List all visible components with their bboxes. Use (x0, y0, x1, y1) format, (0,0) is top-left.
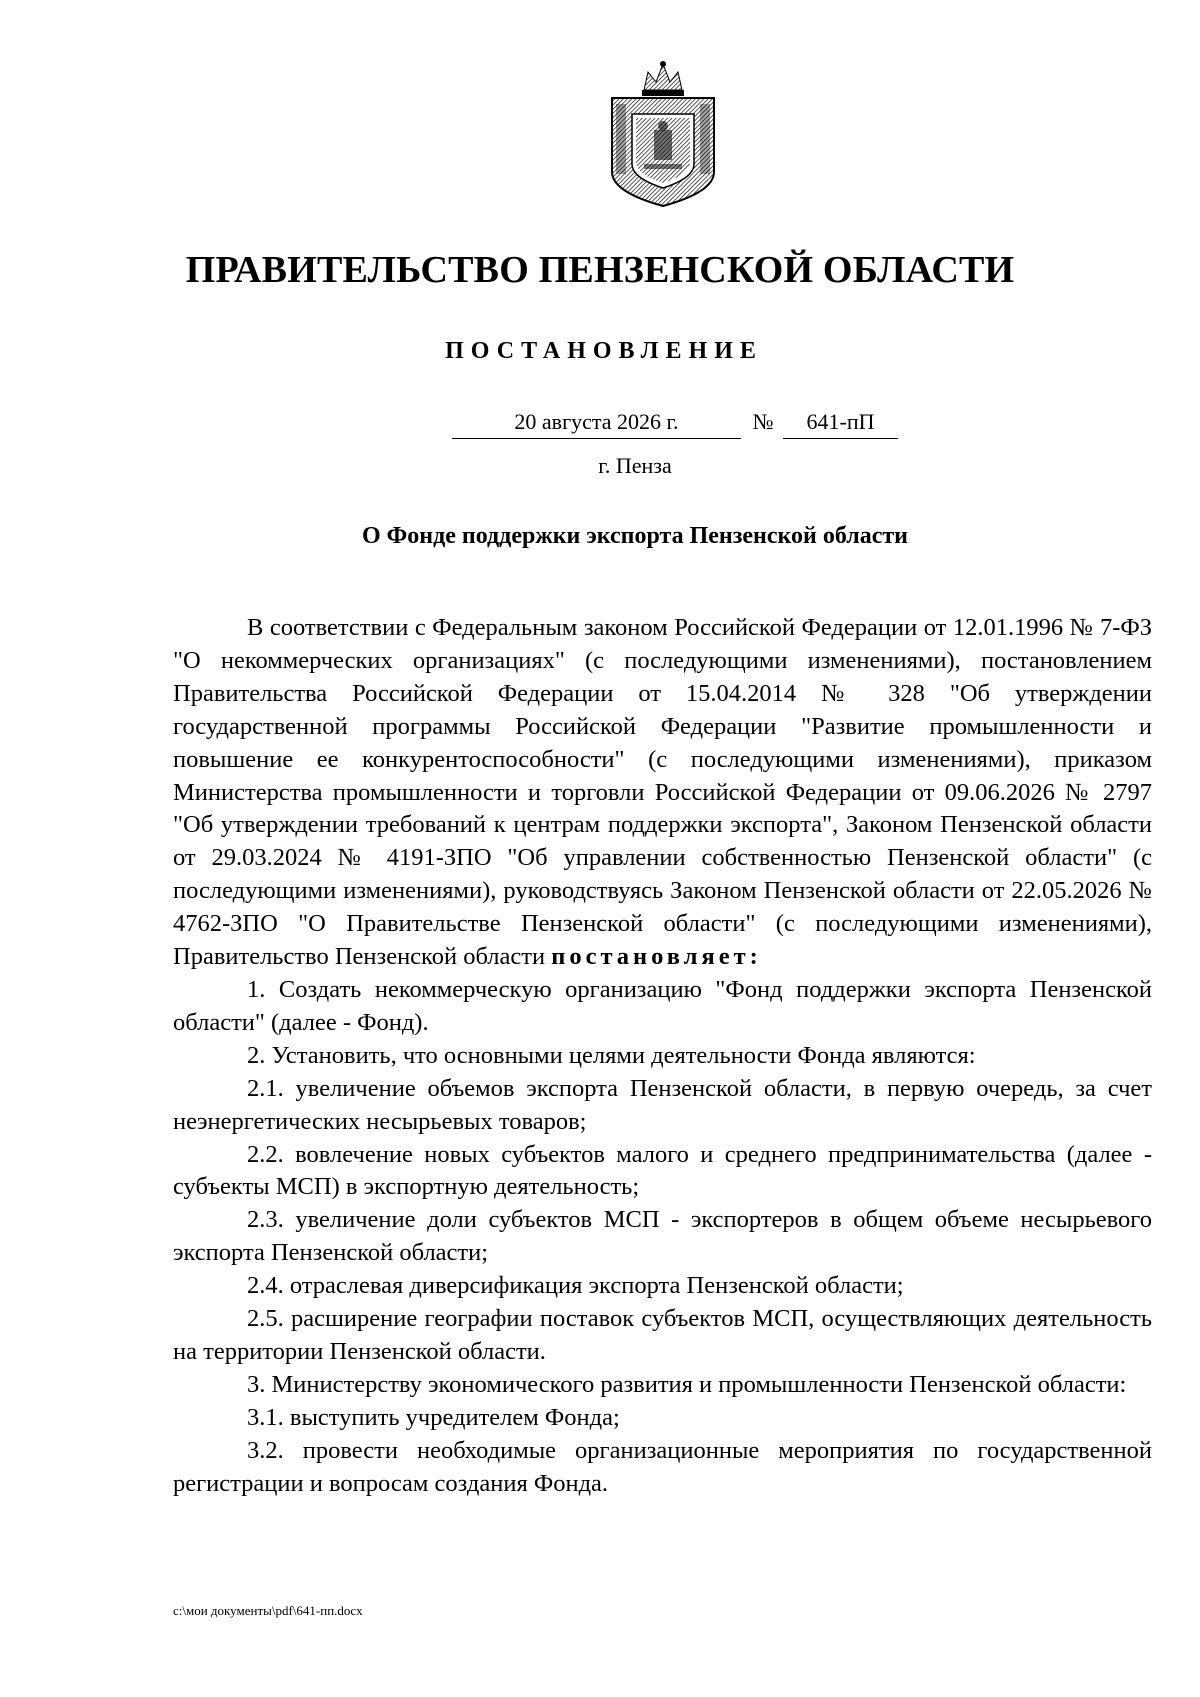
list-item: 2.5. расширение географии поставок субъектов МСП, осуществляющих деятельность на территории Пензенской области. (173, 1305, 1152, 1365)
coat-of-arms-icon (598, 60, 728, 210)
number-sign: № (752, 409, 774, 434)
document-body (173, 612, 1152, 1500)
list-item: 3.2. провести необходимые организационные мероприятия по государственной регистрации и вопросам создания Фонда. (173, 1436, 1152, 1497)
list-item: 2.2. вовлечение новых субъектов малого и среднего предпринимательства (далее - субъекты МСП) в экспортную деятельность; (173, 1140, 1152, 1201)
list-item: 1. Создать некоммерческую организацию "Фонд поддержки экспорта Пензенской области" (далее - Фонд). (173, 975, 1152, 1036)
list-item: 2. Установить, что основными целями деятельности Фонда являются: (247, 1041, 976, 1069)
preamble-paragraph (173, 612, 1152, 974)
file-path-footer: c:\мои документы\pdf\641-пп.docx (173, 1603, 363, 1618)
document-number: 641-пП (783, 408, 898, 439)
document-type: ПОСТАНОВЛЕНИЕ (445, 338, 763, 364)
document-subject: О Фонде поддержки экспорта Пензенской области (362, 523, 908, 549)
list-item: 3.1. выступить учредителем Фонда; (247, 1403, 620, 1431)
document-city: г. Пенза (598, 453, 672, 478)
list-item: 2.4. отраслевая диверсификация экспорта Пензенской области; (247, 1272, 904, 1300)
list-item: 2.1. увеличение объемов экспорта Пензенской области, в первую очередь, за счет неэнергетических несырьевых товаров; (173, 1074, 1152, 1135)
preamble-text: В соответствии с Федеральным законом Российской Федерации от 12.01.1996 № 7-ФЗ "О некоммерческих организациях" (с последующими изменениями), постановлением Правительства Российской Федерации от 15.04.2014 № 328 "Об утверждении государственной программы Российской Федерации "Развитие промышленности и повышение ее конкурентоспособности" (с последующими изменениями), приказом Министерства промышленности и торговли Российской Федерации от 09.06.2026 № 2797 "Об утверждении требований к центрам поддержки экспорта", Законом Пензенской области от 29.03.2024 № 4191-ЗПО "Об управлении собственностью Пензенской области" (с последующими изменениями), руководствуясь Законом Пензенской области от 22.05.2026 № 4762-ЗПО "О Правительстве Пензенской области" (с последующими изменениями), Правительство Пензенской области (173, 614, 1152, 971)
document-date: 20 августа 2026 г. (452, 408, 741, 439)
government-title: ПРАВИТЕЛЬСТВО ПЕНЗЕНСКОЙ ОБЛАСТИ (185, 249, 1015, 291)
list-item: 2.3. увеличение доли субъектов МСП - экспортеров в общем объеме несырьевого экспорта Пензенской области; (173, 1206, 1152, 1267)
list-item: 3. Министерству экономического развития и промышленности Пензенской области: (247, 1370, 1127, 1398)
decree-word: постановляет: (551, 943, 762, 971)
